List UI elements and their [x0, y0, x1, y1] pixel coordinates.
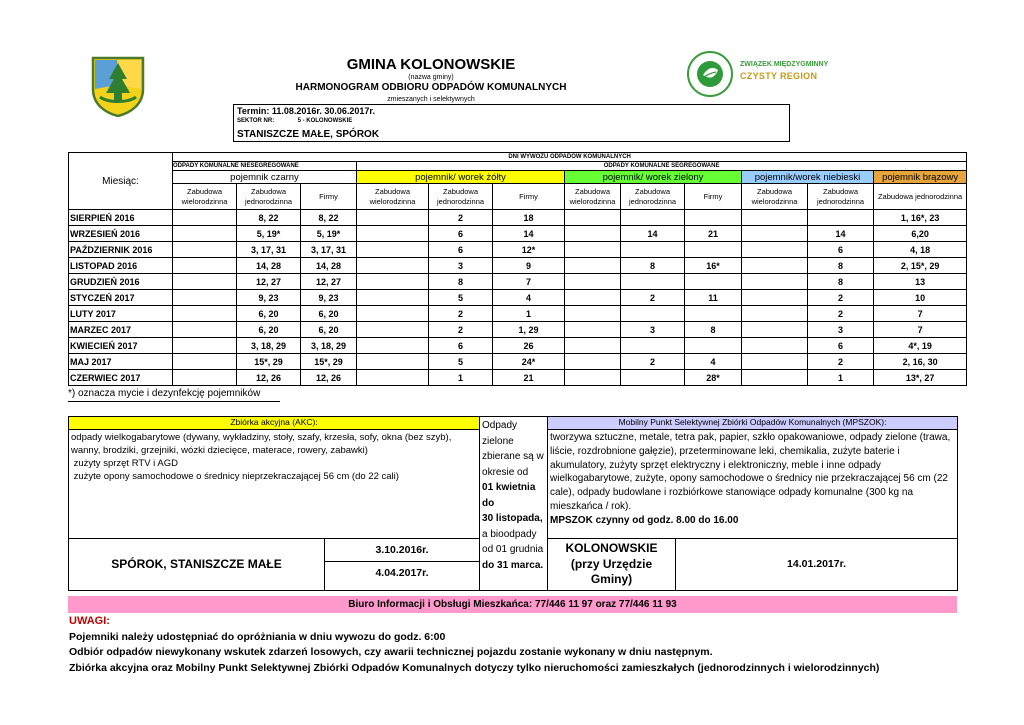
schedule-cell	[621, 306, 685, 322]
schedule-cell	[357, 258, 429, 274]
table-row	[69, 242, 967, 258]
schedule-cell: 6, 20	[301, 306, 357, 322]
schedule-cell: 8	[808, 258, 874, 274]
schedule-cell: 9, 23	[237, 290, 301, 306]
schedule-cell: 2	[621, 354, 685, 370]
akc-location	[69, 539, 325, 591]
schedule-cell	[565, 338, 621, 354]
table-row	[69, 306, 967, 322]
schedule-cell: 7	[493, 274, 565, 290]
green-note-line: okresie od	[482, 466, 529, 478]
schedule-cell	[565, 370, 621, 386]
schedule-cell: 5, 19*	[301, 226, 357, 242]
schedule-cell: 2, 15*, 29	[874, 258, 967, 274]
schedule-cell: 6,20	[874, 226, 967, 242]
schedule-cell: 13*, 27	[874, 370, 967, 386]
schedule-cell: 24*	[493, 354, 565, 370]
month-cell: LISTOPAD 2016	[69, 258, 173, 274]
schedule-cell: 2	[621, 290, 685, 306]
schedule-cell	[357, 274, 429, 290]
akc-items	[69, 430, 480, 539]
schedule-cell: 8, 22	[301, 210, 357, 226]
table-row	[69, 258, 967, 274]
schedule-cell: 14, 28	[237, 258, 301, 274]
subheader-firms: Firmy	[493, 184, 565, 210]
schedule-cell	[685, 242, 742, 258]
schedule-cell	[685, 338, 742, 354]
schedule-cell	[357, 210, 429, 226]
schedule-cell: 7	[874, 306, 967, 322]
month-cell: MARZEC 2017	[69, 322, 173, 338]
schedule-cell	[357, 290, 429, 306]
schedule-cell: 6	[429, 242, 493, 258]
month-cell: MAJ 2017	[69, 354, 173, 370]
schedule-cell	[565, 274, 621, 290]
schedule-cell: 7	[874, 322, 967, 338]
schedule-cell: 6	[808, 338, 874, 354]
municipality-caption: (nazwa gminy)	[408, 74, 454, 81]
table-row	[69, 210, 967, 226]
schedule-cell	[565, 306, 621, 322]
area-name: STANISZCZE MAŁE, SPÓROK	[237, 129, 380, 140]
schedule-cell: 14	[493, 226, 565, 242]
schedule-cell	[173, 370, 237, 386]
schedule-cell: 1, 29	[493, 322, 565, 338]
collection-schedule-table	[68, 152, 967, 386]
schedule-cell: 13	[874, 274, 967, 290]
disinfection-note: *) oznacza mycie i dezynfekcję pojemników	[68, 388, 261, 399]
month-cell: WRZESIEŃ 2016	[69, 226, 173, 242]
schedule-cell	[357, 370, 429, 386]
schedule-cell: 2	[429, 306, 493, 322]
green-bin-header: pojemnik/ worek zielony	[565, 171, 742, 184]
schedule-cell	[742, 354, 808, 370]
table-row	[69, 274, 967, 290]
schedule-cell	[173, 354, 237, 370]
subheader-multi: Zabudowa wielorodzinna	[357, 184, 429, 210]
sector-value: 5 - KOLONOWSKIE	[297, 118, 353, 124]
sector-line	[237, 118, 352, 124]
schedule-cell	[565, 226, 621, 242]
schedule-cell	[621, 210, 685, 226]
schedule-cell	[742, 226, 808, 242]
mixed-waste-header: ODPADY KOMUNALNE NIESEGREGOWANE	[173, 162, 357, 171]
schedule-cell: 3	[621, 322, 685, 338]
schedule-cell	[742, 210, 808, 226]
schedule-cell	[685, 210, 742, 226]
akc-title: Zbiórka akcyjna (AKC):	[69, 417, 480, 430]
month-header: Miesiąc:	[69, 153, 173, 210]
schedule-cell	[173, 258, 237, 274]
month-cell: GRUDZIEŃ 2016	[69, 274, 173, 290]
schedule-cell: 26	[493, 338, 565, 354]
green-note-line: Odpady	[482, 420, 518, 431]
schedule-cell	[742, 258, 808, 274]
schedule-cell	[173, 322, 237, 338]
month-cell: PAŹDZIERNIK 2016	[69, 242, 173, 258]
schedule-cell: 12, 26	[301, 370, 357, 386]
green-note-line: zbierane są w	[482, 451, 544, 462]
schedule-cell: 2	[808, 354, 874, 370]
schedule-cell	[173, 242, 237, 258]
schedule-cell: 2	[429, 322, 493, 338]
schedule-cell	[173, 290, 237, 306]
schedule-cell	[742, 274, 808, 290]
schedule-cell: 4	[493, 290, 565, 306]
table-row	[69, 226, 967, 242]
note-underline	[68, 401, 280, 402]
blue-bin-header: pojemnik/worek niebieski	[742, 171, 874, 184]
note-rule-1: Pojemniki należy udostępniać do opróżniania w dniu wywozu do godz. 6:00	[69, 631, 446, 643]
schedule-cell	[742, 338, 808, 354]
schedule-cell	[357, 226, 429, 242]
schedule-cell: 5, 19*	[237, 226, 301, 242]
schedule-cell: 4	[685, 354, 742, 370]
schedule-cell: 21	[493, 370, 565, 386]
schedule-cell	[357, 354, 429, 370]
akc-date-1: 3.10.2016r.	[325, 539, 479, 562]
schedule-cell	[742, 242, 808, 258]
month-cell: STYCZEŃ 2017	[69, 290, 173, 306]
schedule-cell	[565, 258, 621, 274]
schedule-cell	[742, 322, 808, 338]
schedule-cell: 2, 16, 30	[874, 354, 967, 370]
schedule-cell: 5	[429, 354, 493, 370]
green-note-line: do 31 marca.	[482, 559, 544, 571]
schedule-cell	[808, 210, 874, 226]
green-note-line: a bioodpady	[482, 528, 537, 540]
schedule-cell: 5	[429, 290, 493, 306]
schedule-cell: 9, 23	[301, 290, 357, 306]
note-rule-3: Zbiórka akcyjna oraz Mobilny Punkt Selektywnej Zbiórki Odpadów Komunalnych dotyczy tylko nieruchomości zamieszkałych (jednorodzinnych i wielorodzinnych)	[69, 662, 880, 674]
schedule-cell: 3	[808, 322, 874, 338]
schedule-title: HARMONOGRAM ODBIORU ODPADÓW KOMUNALNYCH	[295, 82, 567, 93]
schedule-cell: 6	[808, 242, 874, 258]
logo-text-region: CZYSTY REGION	[740, 71, 818, 81]
month-cell: CZERWIEC 2017	[69, 370, 173, 386]
schedule-cell: 14	[621, 226, 685, 242]
schedule-cell	[173, 210, 237, 226]
akc-date-2: 4.04.2017r.	[375, 567, 429, 580]
mpszok-date: 14.01.2017r.	[676, 539, 958, 591]
schedule-cell: 15*, 29	[301, 354, 357, 370]
schedule-cell: 12*	[493, 242, 565, 258]
subheader-multi: Zabudowa wielorodzinna	[173, 184, 237, 210]
green-note-line: od 01 grudnia	[482, 544, 544, 555]
green-waste-note	[480, 417, 548, 591]
table-row	[69, 290, 967, 306]
schedule-cell	[173, 226, 237, 242]
schedule-cell: 1, 16*, 23	[874, 210, 967, 226]
mpszok-title: Mobilny Punkt Selektywnej Zbiórki Odpadów Komunalnych (MPSZOK):	[548, 417, 958, 430]
akc-location-text: SPÓROK, STANISZCZE MAŁE	[111, 557, 282, 572]
schedule-cell: 2	[429, 210, 493, 226]
schedule-cell: 15*, 29	[237, 354, 301, 370]
mpszok-location: KOLONOWSKIE (przy Urzędzie Gminy)	[548, 539, 676, 591]
schedule-cell: 3, 17, 31	[301, 242, 357, 258]
subheader-multi: Zabudowa wielorodzinna	[565, 184, 621, 210]
mpszok-items	[548, 430, 958, 539]
schedule-cell: 18	[493, 210, 565, 226]
schedule-cell: 2	[808, 290, 874, 306]
table-row	[69, 338, 967, 354]
akc-item: odpady wielkogabarytowe (dywany, wykładziny, stoły, szafy, krzesła, sofy, okna (bez szyb),	[71, 432, 452, 443]
schedule-cell: 1	[493, 306, 565, 322]
green-note-line: 30 listopada,	[482, 513, 543, 524]
page-title: GMINA KOLONOWSKIE	[346, 56, 516, 73]
term-info-box	[233, 104, 790, 142]
schedule-cell: 9	[493, 258, 565, 274]
schedule-cell	[621, 338, 685, 354]
schedule-cell: 6	[429, 338, 493, 354]
subheader-firms: Firmy	[301, 184, 357, 210]
akc-item: zużyty sprzęt RTV i AGD	[71, 458, 178, 470]
mpszok-description: tworzywa sztuczne, metale, tetra pak, papier, szkło opakowaniowe, odpady zielone (trawa, liście, rozdrobnione gałęzie), przeterminowane leki, chemikalia, zużyte baterie i akumulatory, zużyty sprzęt elektryczny i elektroniczny, meble i inne odpady wielkogabarytowe, zużyte, opony samochodowe o średnicy nie przekraczającej 56 cm (22 cale), odpady budowlane i rozbiórkowe stanowiące odpady komunalne (300 kg na mieszkańca / rok).	[550, 432, 951, 512]
brown-bin-header: pojemnik brązowy	[874, 171, 967, 184]
notes-heading: UWAGI:	[69, 615, 110, 627]
akc-item: zużyte opony samochodowe o średnicy nieprzekraczającej 56 cm (do 22 cali)	[71, 471, 399, 483]
table-row	[69, 354, 967, 370]
schedule-cell	[173, 338, 237, 354]
subheader-multi: Zabudowa wielorodzinna	[742, 184, 808, 210]
green-note-line: zielone	[482, 435, 514, 447]
green-note-line: 01 kwietnia do	[482, 482, 536, 509]
schedule-cell: 4, 18	[874, 242, 967, 258]
schedule-cell: 1	[429, 370, 493, 386]
schedule-cell: 8	[429, 274, 493, 290]
logo-text-union: ZWIĄZEK MIĘDZYGMINNY	[740, 61, 829, 68]
schedule-cell	[357, 338, 429, 354]
schedule-cell: 28*	[685, 370, 742, 386]
schedule-cell: 3, 18, 29	[301, 338, 357, 354]
schedule-cell: 3, 18, 29	[237, 338, 301, 354]
schedule-cell	[685, 274, 742, 290]
schedule-cell: 8	[621, 258, 685, 274]
schedule-cell: 6	[429, 226, 493, 242]
schedule-cell: 14	[808, 226, 874, 242]
schedule-cell	[742, 306, 808, 322]
schedule-cell	[565, 290, 621, 306]
term-dates: Termin: 11.08.2016r. 30.06.2017r.	[237, 106, 375, 116]
segregated-waste-header: ODPADY KOMUNALNE SEGREGOWANE	[357, 162, 967, 171]
schedule-cell	[357, 306, 429, 322]
czysty-region-logo-icon	[686, 50, 734, 98]
mpszok-hours: MPSZOK czynny od godz. 8.00 do 16.00	[550, 514, 739, 526]
table-row	[69, 322, 967, 338]
schedule-cell: 8	[808, 274, 874, 290]
schedule-cell: 8	[685, 322, 742, 338]
schedule-cell	[357, 322, 429, 338]
schedule-cell: 11	[685, 290, 742, 306]
schedule-cell: 21	[685, 226, 742, 242]
note-rule-2: Odbiór odpadów niewykonany wskutek zdarzeń losowych, czy awarii technicznej pojazdu zostanie wykonany w dniu następnym.	[69, 646, 713, 658]
schedule-cell: 3, 17, 31	[237, 242, 301, 258]
schedule-cell: 4*, 19	[874, 338, 967, 354]
table-row	[69, 370, 967, 386]
schedule-cell: 12, 27	[237, 274, 301, 290]
schedule-cell: 2	[808, 306, 874, 322]
schedule-cell: 8, 22	[237, 210, 301, 226]
subheader-single: Zabudowa jednorodzinna	[621, 184, 685, 210]
schedule-cell: 12, 26	[237, 370, 301, 386]
subheader-single: Zabudowa jednorodzinna	[237, 184, 301, 210]
customer-office-banner: Biuro Informacji i Obsługi Mieszkańca: 77/446 11 97 oraz 77/446 11 93	[68, 596, 957, 613]
yellow-bin-header: pojemnik/ worek żółty	[357, 171, 565, 184]
schedule-cell	[565, 242, 621, 258]
month-cell: SIERPIEŃ 2016	[69, 210, 173, 226]
akc-item: wanny, brodziki, grzejniki, wózki dziecięce, materace, rowery, zabawki)	[71, 445, 368, 457]
akc-dates	[325, 539, 480, 591]
schedule-cell	[565, 354, 621, 370]
schedule-cell	[742, 290, 808, 306]
collection-points-table	[68, 416, 958, 591]
schedule-cell	[565, 210, 621, 226]
schedule-cell	[621, 370, 685, 386]
schedule-cell	[173, 306, 237, 322]
month-cell: KWIECIEŃ 2017	[69, 338, 173, 354]
schedule-cell: 6, 20	[237, 322, 301, 338]
schedule-cell	[621, 242, 685, 258]
subheader-firms: Firmy	[685, 184, 742, 210]
schedule-cell	[357, 242, 429, 258]
schedule-cell: 3	[429, 258, 493, 274]
subheader-single: Zabudowa jednorodzinna	[808, 184, 874, 210]
schedule-cell: 16*	[685, 258, 742, 274]
schedule-cell	[742, 370, 808, 386]
schedule-caption: zmieszanych i selektywnych	[387, 96, 475, 103]
sector-label: SEKTOR NR:	[237, 118, 275, 124]
schedule-cell	[685, 306, 742, 322]
schedule-cell: 12, 27	[301, 274, 357, 290]
month-cell: LUTY 2017	[69, 306, 173, 322]
schedule-cell: 6, 20	[301, 322, 357, 338]
schedule-cell	[621, 274, 685, 290]
schedule-cell	[565, 322, 621, 338]
schedule-cell	[173, 274, 237, 290]
schedule-cell: 6, 20	[237, 306, 301, 322]
gmina-crest-emblem	[90, 55, 146, 117]
subheader-single: Zabudowa jednorodzinna	[874, 184, 967, 210]
schedule-cell: 10	[874, 290, 967, 306]
collection-days-header: DNI WYWOZU ODPADÓW KOMUNALNYCH	[173, 153, 967, 162]
black-bin-header: pojemnik czarny	[173, 171, 357, 184]
schedule-cell: 14, 28	[301, 258, 357, 274]
subheader-single: Zabudowa jednorodzinna	[429, 184, 493, 210]
schedule-cell: 1	[808, 370, 874, 386]
